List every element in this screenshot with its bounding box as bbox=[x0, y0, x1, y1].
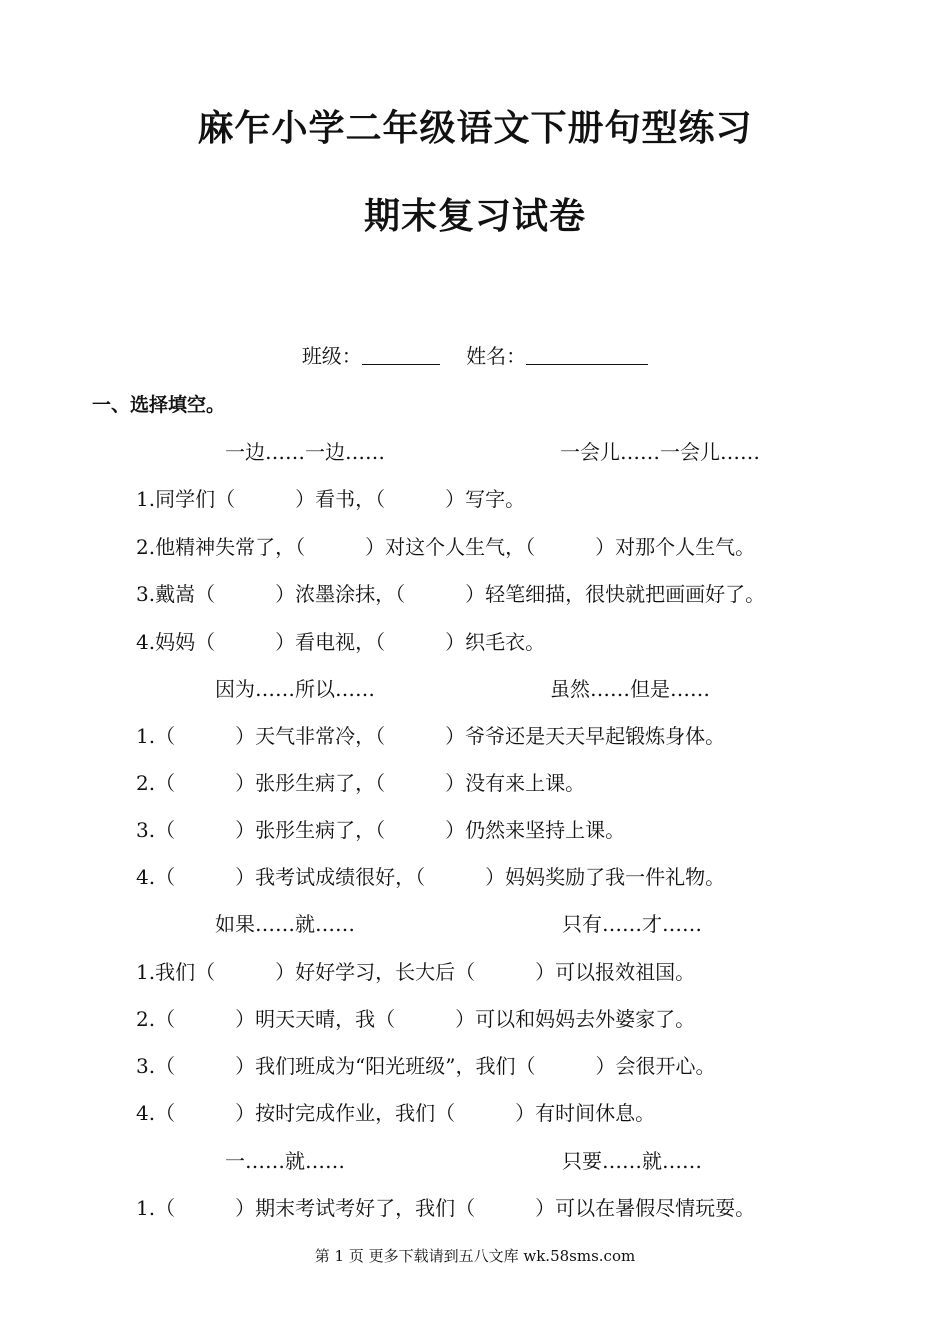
student-info bbox=[0, 340, 950, 369]
question-item: 1.我们（ ）好好学习，长大后（ ）可以报效祖国。 bbox=[136, 960, 696, 984]
question-item: 4.（ ）按时完成作业，我们（ ）有时间休息。 bbox=[136, 1101, 656, 1125]
option-right: 虽然……但是…… bbox=[550, 677, 710, 701]
option-right: 只有……才…… bbox=[562, 912, 702, 936]
name-blank bbox=[526, 364, 648, 365]
question-item: 2.（ ）张彤生病了，（ ）没有来上课。 bbox=[136, 771, 586, 795]
question-item: 2.（ ）明天天晴，我（ ）可以和妈妈去外婆家了。 bbox=[136, 1007, 696, 1031]
question-item: 4.妈妈（ ）看电视，（ ）织毛衣。 bbox=[136, 630, 546, 654]
option-right: 只要……就…… bbox=[562, 1149, 702, 1173]
option-left: 如果……就…… bbox=[215, 912, 355, 936]
class-label: 班级： bbox=[301, 344, 362, 368]
option-left: 一……就…… bbox=[225, 1149, 345, 1173]
question-item: 4.（ ）我考试成绩很好，（ ）妈妈奖励了我一件礼物。 bbox=[136, 865, 726, 889]
question-item: 2.他精神失常了，（ ）对这个人生气，（ ）对那个人生气。 bbox=[136, 535, 756, 559]
page-subtitle: 期末复习试卷 bbox=[363, 196, 586, 237]
page-footer: 第 1 页 更多下载请到五八文库 wk.58sms.com bbox=[314, 1247, 636, 1265]
question-item: 1.（ ）期末考试考好了，我们（ ）可以在暑假尽情玩耍。 bbox=[136, 1196, 756, 1220]
class-blank bbox=[362, 364, 440, 365]
question-item: 3.（ ）我们班成为“阳光班级”，我们（ ）会很开心。 bbox=[136, 1054, 716, 1078]
page-title: 麻乍小学二年级语文下册句型练习 bbox=[197, 108, 753, 149]
question-item: 1.（ ）天气非常冷，（ ）爷爷还是天天早起锻炼身体。 bbox=[136, 724, 726, 748]
option-right: 一会儿……一会儿…… bbox=[560, 440, 760, 464]
question-item: 1.同学们（ ）看书，（ ）写字。 bbox=[136, 487, 526, 511]
option-left: 一边……一边…… bbox=[225, 440, 385, 464]
question-item: 3.（ ）张彤生病了，（ ）仍然来坚持上课。 bbox=[136, 818, 626, 842]
name-label: 姓名： bbox=[466, 344, 527, 368]
option-left: 因为……所以…… bbox=[215, 677, 375, 701]
question-item: 3.戴嵩（ ）浓墨涂抹，（ ）轻笔细描，很快就把画画好了。 bbox=[136, 582, 766, 606]
section-heading: 一、选择填空。 bbox=[92, 394, 226, 416]
